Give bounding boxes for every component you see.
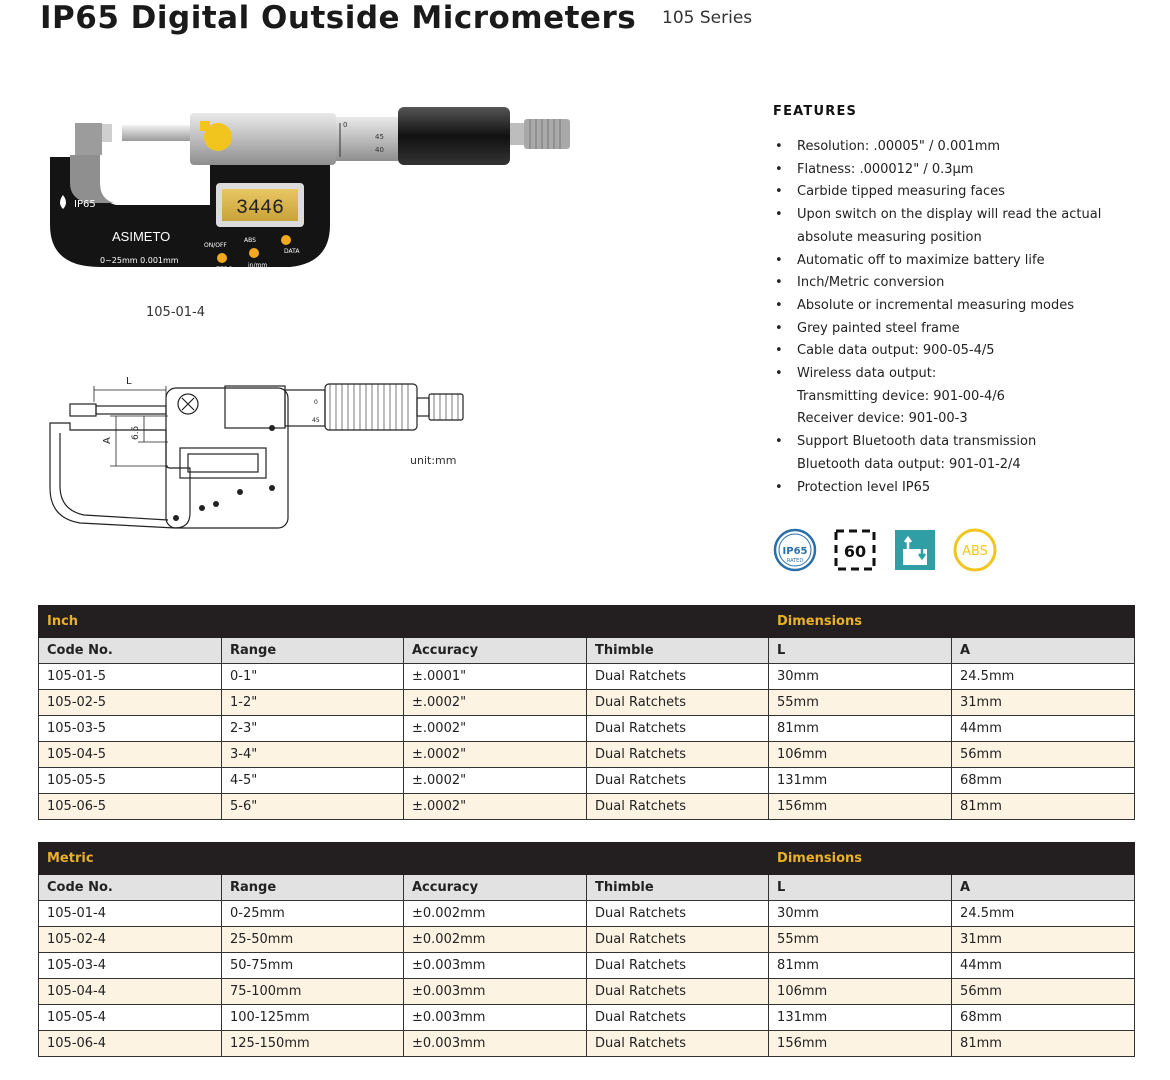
table-cell: Dual Ratchets [587,690,769,716]
bullet: • [775,275,783,291]
thimble-mark: 45 [375,133,384,141]
table-cell: Dual Ratchets [587,1005,769,1031]
table-cell: 56mm [952,979,1135,1005]
bullet: • [775,343,783,359]
feature-text: Upon switch on the display will read the actual absolute measuring position [797,207,1102,245]
series-label: 105 Series [662,8,753,28]
data-output-icon [895,530,935,570]
button-label: ZERO [216,266,233,273]
feature-item [773,295,1143,318]
table-cell: 105-06-5 [39,794,222,820]
page-title: IP65 Digital Outside Micrometers [40,0,637,36]
table-cell: 55mm [769,927,952,953]
table-cell: ±.0002" [404,794,587,820]
feature-item [773,340,1143,363]
table-cell: 68mm [952,1005,1135,1031]
column-header: Code No. [39,875,222,901]
micrometer-photo [40,95,580,295]
table-cell: Dual Ratchets [587,979,769,1005]
ip65-badge-text: IP65 [782,546,808,557]
feature-text: Wireless data output: Transmitting device: 901-00-4/6 Receiver device: 901-00-3 [797,366,1005,427]
table-cell: 105-04-5 [39,742,222,768]
table-cell: 106mm [769,979,952,1005]
abs-badge-text: ABS [962,544,988,559]
table-cell: 44mm [952,953,1135,979]
table-cell: ±.0002" [404,768,587,794]
feature-item [773,431,1143,476]
bullet: • [775,479,783,495]
table-cell: ±.0002" [404,742,587,768]
table-cell: Dual Ratchets [587,1031,769,1057]
table-cell: 1-2" [222,690,404,716]
bullet: • [775,207,783,223]
feature-text: Support Bluetooth data transmission Bluetooth data output: 901-01-2/4 [797,434,1037,472]
table-cell: 24.5mm [952,901,1135,927]
table-cell: 25-50mm [222,927,404,953]
feature-text: Automatic off to maximize battery life [797,252,1045,268]
thimble-mark: 45 [312,417,320,424]
table-cell: 24.5mm [952,664,1135,690]
bullet: • [775,320,783,336]
ip65-mark: IP65 [74,199,96,210]
feature-item [773,318,1143,341]
button-label: ABS [244,237,256,244]
column-header: Range [222,638,404,664]
table-cell: Dual Ratchets [587,716,769,742]
table-cell: ±.0001" [404,664,587,690]
table-cell: ±0.002mm [404,901,587,927]
table-cell: 0-1" [222,664,404,690]
features-list [773,136,1143,499]
table-row [39,901,1135,927]
dimensions-title: Dimensions [769,606,1135,638]
table-row [39,690,1135,716]
feature-item [773,136,1143,159]
table-cell: 105-05-4 [39,1005,222,1031]
thimble-mark: 0 [314,399,318,406]
table-cell: Dual Ratchets [587,901,769,927]
table-cell: 125-150mm [222,1031,404,1057]
table-row [39,1005,1135,1031]
table-cell: ±0.003mm [404,953,587,979]
table-cell: 105-01-4 [39,901,222,927]
dim-65-label: 6.5 [131,425,141,440]
button-label: in/mm [248,262,268,269]
table-cell: 105-05-5 [39,768,222,794]
table-cell: 81mm [952,1031,1135,1057]
product-code-label: 105-01-4 [146,305,206,320]
feature-text: Resolution: .00005" / 0.001mm [797,139,1001,154]
bullet: • [775,297,783,313]
feature-item [773,250,1143,273]
table-cell: 56mm [952,742,1135,768]
table-row [39,979,1135,1005]
table-cell: 31mm [952,927,1135,953]
button-label: DATA [284,248,300,255]
table-section-header [39,843,1135,875]
table-cell: 106mm [769,742,952,768]
table-row [39,742,1135,768]
unit-label: unit:mm [410,454,457,467]
table-cell: Dual Ratchets [587,768,769,794]
feature-item [773,272,1143,295]
column-header: A [952,638,1135,664]
table-cell: 5-6" [222,794,404,820]
sixty-badge-text: 60 [843,542,867,561]
table-cell: 81mm [952,794,1135,820]
table-cell: 105-03-4 [39,953,222,979]
thimble-mark: 0 [343,121,348,129]
table-row [39,1031,1135,1057]
column-header: Accuracy [404,875,587,901]
dim-L-label: L [126,376,132,387]
table-cell: 0-25mm [222,901,404,927]
table-cell: 105-02-5 [39,690,222,716]
table-cell: 105-02-4 [39,927,222,953]
table-cell: 4-5" [222,768,404,794]
table-row [39,794,1135,820]
table-cell: 30mm [769,901,952,927]
table-column-header [39,875,1135,901]
column-header: Range [222,875,404,901]
bullet: • [775,434,783,450]
table-cell: ±.0002" [404,716,587,742]
table-cell: 75-100mm [222,979,404,1005]
feature-item [773,204,1143,249]
column-header: Code No. [39,638,222,664]
dimension-drawing [40,368,480,538]
ip65-badge-sub: RATED [786,558,804,564]
table-cell: Dual Ratchets [587,927,769,953]
column-header: Accuracy [404,638,587,664]
table-cell: 81mm [769,716,952,742]
table-cell: 68mm [952,768,1135,794]
features-heading: FEATURES [773,104,858,119]
table-cell: 50-75mm [222,953,404,979]
table-row [39,664,1135,690]
dim-A-label: A [102,437,113,444]
table-section-header [39,606,1135,638]
table-cell: 30mm [769,664,952,690]
table-cell: 156mm [769,794,952,820]
metric-spec-table [38,842,1135,1057]
feature-text: Cable data output: 900-05-4/5 [797,343,995,359]
table-cell: ±0.003mm [404,1005,587,1031]
feature-item [773,477,1143,500]
table-cell: 31mm [952,690,1135,716]
bullet: • [775,161,783,177]
table-cell: 105-06-4 [39,1031,222,1057]
table-cell: 156mm [769,1031,952,1057]
table-cell: 100-125mm [222,1005,404,1031]
table-cell: Dual Ratchets [587,953,769,979]
table-cell: 105-03-5 [39,716,222,742]
section-title: Metric [39,843,769,875]
button-label: ON/OFF [204,242,227,249]
table-cell: 3-4" [222,742,404,768]
table-cell: 55mm [769,690,952,716]
feature-item [773,363,1143,431]
feature-text: Flatness: .000012" / 0.3μm [797,161,974,177]
feature-text: Inch/Metric conversion [797,275,945,291]
column-header: Thimble [587,875,769,901]
column-header: L [769,638,952,664]
table-cell: ±0.003mm [404,979,587,1005]
column-header: Thimble [587,638,769,664]
table-cell: Dual Ratchets [587,794,769,820]
bullet: • [775,366,783,382]
table-cell: Dual Ratchets [587,742,769,768]
table-cell: 44mm [952,716,1135,742]
section-title: Inch [39,606,769,638]
feature-text: Carbide tipped measuring faces [797,184,1005,200]
bullet: • [775,184,783,200]
column-header: L [769,875,952,901]
auto-off-60-icon [836,531,874,569]
brand-mark: ASIMETO [112,229,171,244]
table-row [39,953,1135,979]
thimble-mark: 40 [375,146,384,154]
table-cell: 131mm [769,768,952,794]
range-mark: 0~25mm 0.001mm [100,256,179,265]
lcd-reading: 3446 [235,197,285,220]
table-column-header [39,638,1135,664]
table-cell: 105-01-5 [39,664,222,690]
feature-text: Grey painted steel frame [797,320,960,336]
feature-item [773,159,1143,182]
dimensions-title: Dimensions [769,843,1135,875]
bullet: • [775,139,783,154]
table-row [39,768,1135,794]
bullet: • [775,252,783,268]
feature-text: Protection level IP65 [797,479,931,495]
abs-icon [955,530,995,570]
inch-spec-table [38,605,1135,820]
table-cell: 131mm [769,1005,952,1031]
table-row [39,927,1135,953]
column-header: A [952,875,1135,901]
table-cell: ±0.002mm [404,927,587,953]
table-cell: ±0.003mm [404,1031,587,1057]
table-cell: 105-04-4 [39,979,222,1005]
table-cell: 2-3" [222,716,404,742]
feature-item [773,181,1143,204]
feature-text: Absolute or incremental measuring modes [797,297,1075,313]
table-cell: Dual Ratchets [587,664,769,690]
table-cell: ±.0002" [404,690,587,716]
ip65-rated-icon [775,530,815,570]
feature-badges [773,527,1013,573]
table-cell: 81mm [769,953,952,979]
table-row [39,716,1135,742]
